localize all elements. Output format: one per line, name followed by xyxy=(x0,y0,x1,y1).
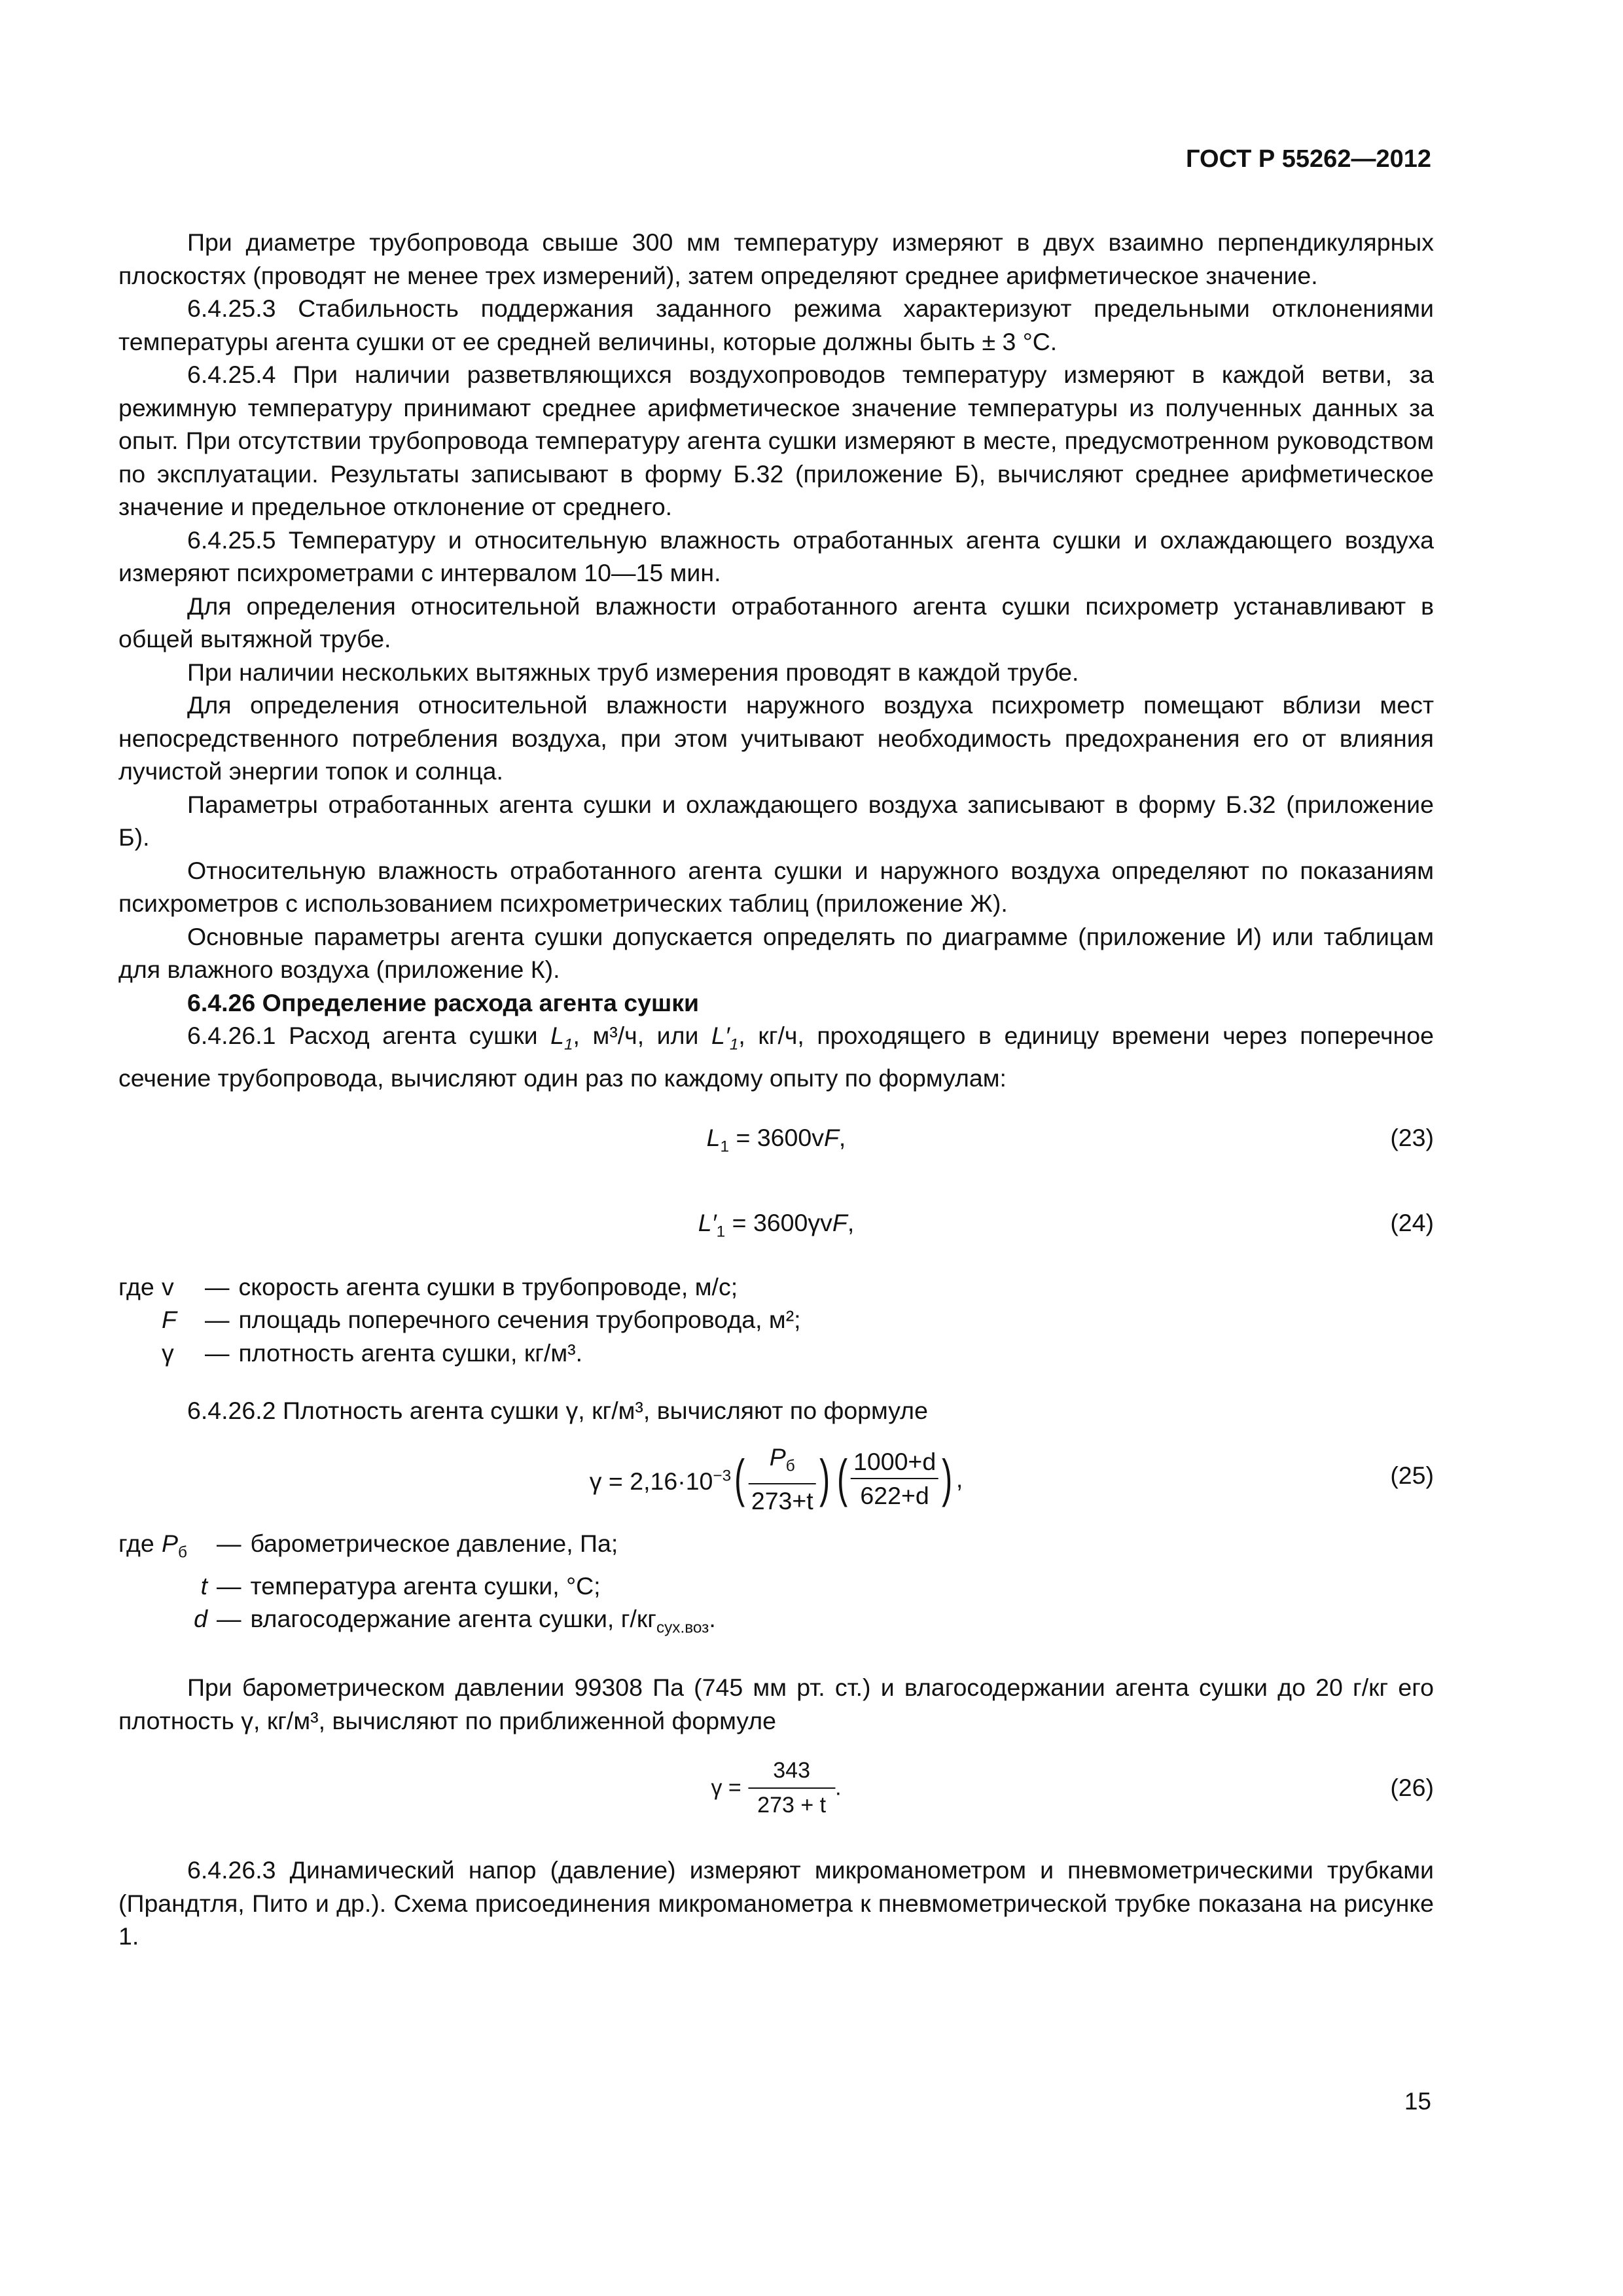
fraction-numerator xyxy=(749,1441,816,1483)
document-body xyxy=(118,226,1434,1953)
paragraph: Для определения относительной влажности наружного воздуха психрометр помещают вблизи мест непосредственного потребления воздуха, при этом учитывают необходимость предохранения его от влияния лучистой энергии топок и солнца. xyxy=(118,691,1434,785)
where-list-2 xyxy=(118,1527,1434,1645)
paren-close: ) xyxy=(819,1449,830,1508)
where-symbol: γ xyxy=(162,1338,174,1367)
where-row xyxy=(118,1270,1434,1304)
equation-body xyxy=(707,1121,846,1164)
eq-var: γ xyxy=(808,1208,821,1236)
fraction-1 xyxy=(749,1441,816,1518)
where-dash: — xyxy=(217,1571,241,1600)
paragraph: 6.4.25.4 При наличии разветвляющихся воздухопроводов температуру измеряют в каждой ветви, за режимную температуру принимают среднее арифметическое значение температуры из полученных данных за опыт. При отсутствии трубопровода температуру агента сушки измеряют в месте, предусмотренном руководством по эксплуатации. Результаты записывают в форму Б.32 (приложение Б), вычисляют среднее арифметическое значение и предельное отклонение от среднего. xyxy=(118,361,1434,520)
paragraph-barometric: При барометрическом давлении 99308 Па (745 мм рт. ст.) и влагосодержании агента сушки до 20 г/кг его плотность γ, кг/м³, вычисляют по приближенной формуле xyxy=(118,1674,1434,1734)
where-text: барометрическое давление, Па; xyxy=(250,1529,618,1557)
equation-number: (24) xyxy=(1390,1208,1434,1236)
text-run: , м³/ч, или xyxy=(573,1022,711,1049)
symbol-L1-prime xyxy=(711,1022,739,1054)
page-number: 15 xyxy=(1404,2088,1431,2115)
where-symbol: v xyxy=(162,1272,174,1300)
eq-tail: , xyxy=(847,1208,855,1236)
where-text: температура агента сушки, °С; xyxy=(250,1571,601,1600)
where-list-1 xyxy=(118,1270,1434,1370)
equation-body xyxy=(698,1206,854,1249)
fraction-denominator: 273+t xyxy=(749,1483,816,1518)
eq-var: v xyxy=(812,1123,824,1151)
paragraph: Относительную влажность отработанного агента сушки и наружного воздуха определяют по показаниям психрометров с использованием психрометрических таблиц (приложение Ж). xyxy=(118,856,1434,917)
paren-close: ) xyxy=(942,1449,953,1508)
document-header: ГОСТ Р 55262—2012 xyxy=(1186,145,1431,173)
where-lead: где xyxy=(118,1272,154,1300)
where-row xyxy=(118,1602,1434,1645)
where-symbol: t xyxy=(200,1571,207,1600)
eq-var: F xyxy=(824,1123,839,1151)
where-lead: где xyxy=(118,1529,154,1557)
paren-open: ( xyxy=(734,1449,745,1508)
where-row xyxy=(118,1570,1434,1603)
paragraph-6-4-26-2: 6.4.26.2 Плотность агента сушки γ, кг/м³, вычисляют по формуле xyxy=(187,1397,928,1424)
equation-23 xyxy=(118,1121,1434,1170)
paragraph: 6.4.25.5 Температуру и относительную влажность отработанных агента сушки и охлаждающего воздуха измеряют психрометрами с интервалом 10—15 мин. xyxy=(118,526,1434,586)
fraction-denominator: 622+d xyxy=(851,1478,938,1513)
eq-lhs: L′ xyxy=(698,1208,717,1236)
text-run: 6.4.26.1 Расход агента сушки xyxy=(187,1022,551,1049)
where-row xyxy=(118,1336,1434,1370)
paragraph: Основные параметры агента сушки допускается определять по диаграмме (приложение И) или таблицам для влажного воздуха (приложение К). xyxy=(118,922,1434,983)
eq-subscript: 1 xyxy=(716,1223,726,1240)
where-dash: — xyxy=(217,1605,241,1632)
eq-var: F xyxy=(832,1208,847,1236)
paragraph: 6.4.25.3 Стабильность поддержания заданного режима характеризуют предельными отклонениями температуры агента сушки от ее средней величины, которые должны быть ± 3 °С. xyxy=(118,295,1434,355)
where-row xyxy=(118,1527,1434,1570)
where-symbol: d xyxy=(194,1605,207,1632)
equation-body xyxy=(590,1441,963,1518)
eq-lhs-text: γ = 2,16·10 xyxy=(589,1467,713,1495)
equation-number: (26) xyxy=(1390,1774,1434,1801)
where-symbol: F xyxy=(162,1306,177,1333)
paragraph-6-4-26-1 xyxy=(118,1019,1434,1095)
eq-subscript: 1 xyxy=(720,1138,730,1155)
frac-num-text: P xyxy=(769,1443,786,1471)
where-text-main: влагосодержание агента сушки, г/кг xyxy=(250,1605,656,1632)
eq-lhs: γ = xyxy=(711,1775,741,1801)
eq-tail: , xyxy=(955,1465,963,1492)
fraction-denominator: 273 + t xyxy=(748,1787,835,1822)
text-run: , кг/ч, проходящего в единицу времени через поперечное сечение трубопровода, вычисляют один раз по каждому опыту по формулам: xyxy=(118,1022,1434,1092)
where-dash: — xyxy=(205,1338,230,1367)
eq-lhs: L xyxy=(706,1123,721,1151)
paragraph: Для определения относительной влажности отработанного агента сушки психрометр устанавливают в общей вытяжной трубе. xyxy=(118,592,1434,653)
where-text: плотность агента сушки, кг/м³. xyxy=(238,1338,583,1367)
paren-open: ( xyxy=(836,1449,847,1508)
paragraph-6-4-26-3: 6.4.26.3 Динамический напор (давление) измеряют микроманометром и пневмометрическими трубками (Прандтля, Пито и др.). Схема присоединения микроманометра к пневмометрической трубке показана на рисунке 1. xyxy=(118,1856,1434,1950)
where-text-sub: сух.воз xyxy=(656,1619,709,1637)
symbol-subscript: б xyxy=(178,1543,187,1561)
eq-rhs: = 3600 xyxy=(729,1123,812,1151)
paragraph: Параметры отработанных агента сушки и охлаждающего воздуха записывают в форму Б.32 (приложение Б). xyxy=(118,790,1434,851)
equation-body xyxy=(711,1754,841,1821)
eq-exponent: −3 xyxy=(713,1467,732,1485)
paragraph: При диаметре трубопровода свыше 300 мм температуру измеряют в двух взаимно перпендикулярных плоскостях (проводят не менее трех измерений), затем определяют среднее арифметическое значение. xyxy=(118,228,1434,289)
symbol-L1 xyxy=(550,1022,573,1054)
where-dash: — xyxy=(205,1306,230,1333)
eq-tail: , xyxy=(838,1123,846,1151)
where-symbol xyxy=(162,1527,207,1570)
equation-number: (25) xyxy=(1390,1461,1434,1489)
where-text-tail: . xyxy=(709,1605,716,1632)
where-text xyxy=(251,1602,716,1645)
where-dash: — xyxy=(205,1272,230,1300)
symbol-text: L xyxy=(550,1022,564,1049)
where-row xyxy=(118,1303,1434,1336)
eq-lhs xyxy=(590,1467,731,1495)
fraction-numerator: 1000+d xyxy=(853,1447,936,1475)
where-dash: — xyxy=(217,1529,241,1557)
fraction-numerator: 343 xyxy=(773,1758,811,1783)
frac-num-sub: б xyxy=(785,1457,795,1475)
fraction xyxy=(748,1754,835,1821)
equation-25 xyxy=(118,1441,1434,1513)
equation-number: (23) xyxy=(1390,1123,1434,1151)
symbol-subscript: 1 xyxy=(729,1035,739,1054)
section-heading: 6.4.26 Определение расхода агента сушки xyxy=(187,988,700,1016)
eq-var: v xyxy=(820,1208,832,1236)
symbol-text: L′ xyxy=(711,1022,730,1049)
fraction-2 xyxy=(851,1445,938,1513)
where-text: скорость агента сушки в трубопроводе, м/с; xyxy=(238,1272,738,1300)
symbol-text: P xyxy=(162,1529,179,1557)
eq-rhs: = 3600 xyxy=(725,1208,808,1236)
equation-26 xyxy=(118,1754,1434,1826)
equation-24 xyxy=(118,1206,1434,1255)
paragraph: При наличии нескольких вытяжных труб измерения проводят в каждой трубе. xyxy=(187,658,1079,686)
where-text: площадь поперечного сечения трубопровода, м²; xyxy=(238,1306,801,1333)
eq-tail: . xyxy=(835,1775,842,1801)
symbol-subscript: 1 xyxy=(563,1035,573,1054)
